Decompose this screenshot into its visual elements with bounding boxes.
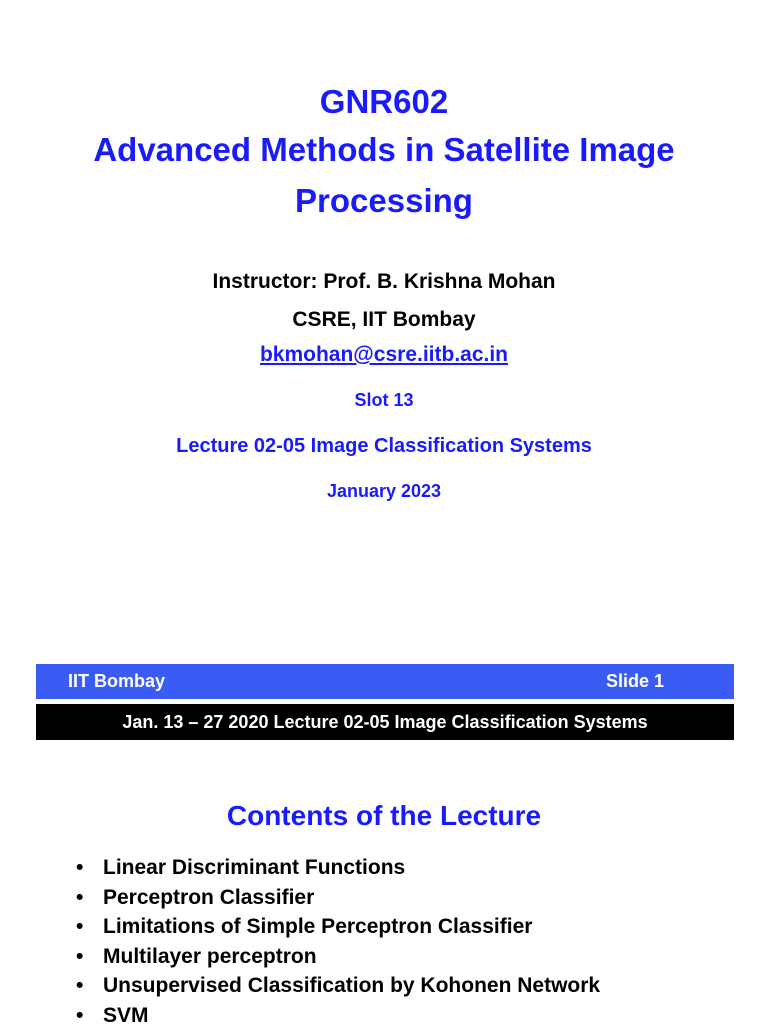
- list-item: [76, 853, 600, 883]
- list-item-label: SVM: [103, 1004, 149, 1027]
- lecture-date: January 2023: [0, 481, 768, 502]
- slot-label: Slot 13: [0, 390, 768, 411]
- course-title-line2: Processing: [0, 175, 768, 227]
- contents-title: Contents of the Lecture: [0, 800, 768, 832]
- footer-bar: [36, 664, 734, 699]
- contents-slide: [0, 745, 768, 1024]
- bullet-icon: •: [76, 942, 103, 971]
- bullet-icon: •: [76, 912, 103, 941]
- bullet-icon: •: [76, 853, 103, 882]
- footer-slide-number: Slide 1: [606, 671, 664, 692]
- contents-list: [76, 853, 600, 1030]
- instructor-line: Instructor: Prof. B. Krishna Mohan: [0, 270, 768, 294]
- list-item-label: Limitations of Simple Perceptron Classifier: [103, 915, 532, 938]
- list-item-label: Linear Discriminant Functions: [103, 856, 405, 879]
- list-item: [76, 971, 600, 1001]
- list-item: [76, 912, 600, 942]
- email-container: [0, 343, 768, 367]
- list-item-label: Unsupervised Classification by Kohonen Network: [103, 974, 600, 997]
- list-item-label: Perceptron Classifier: [103, 886, 314, 909]
- footer-lecture-bar: Jan. 13 – 27 2020 Lecture 02-05 Image Classification Systems: [36, 704, 734, 740]
- bullet-icon: •: [76, 971, 103, 1000]
- bullet-icon: •: [76, 883, 103, 912]
- footer-institute: IIT Bombay: [68, 671, 165, 692]
- bullet-icon: •: [76, 1001, 103, 1030]
- email-link[interactable]: bkmohan@csre.iitb.ac.in: [260, 343, 508, 366]
- course-code: GNR602: [0, 76, 768, 128]
- course-title-line1: Advanced Methods in Satellite Image: [0, 124, 768, 176]
- lecture-title: Lecture 02-05 Image Classification Systems: [0, 435, 768, 458]
- list-item: [76, 883, 600, 913]
- list-item: [76, 942, 600, 972]
- affiliation-line: CSRE, IIT Bombay: [0, 308, 768, 332]
- list-item-label: Multilayer perceptron: [103, 945, 317, 968]
- list-item: [76, 1001, 600, 1030]
